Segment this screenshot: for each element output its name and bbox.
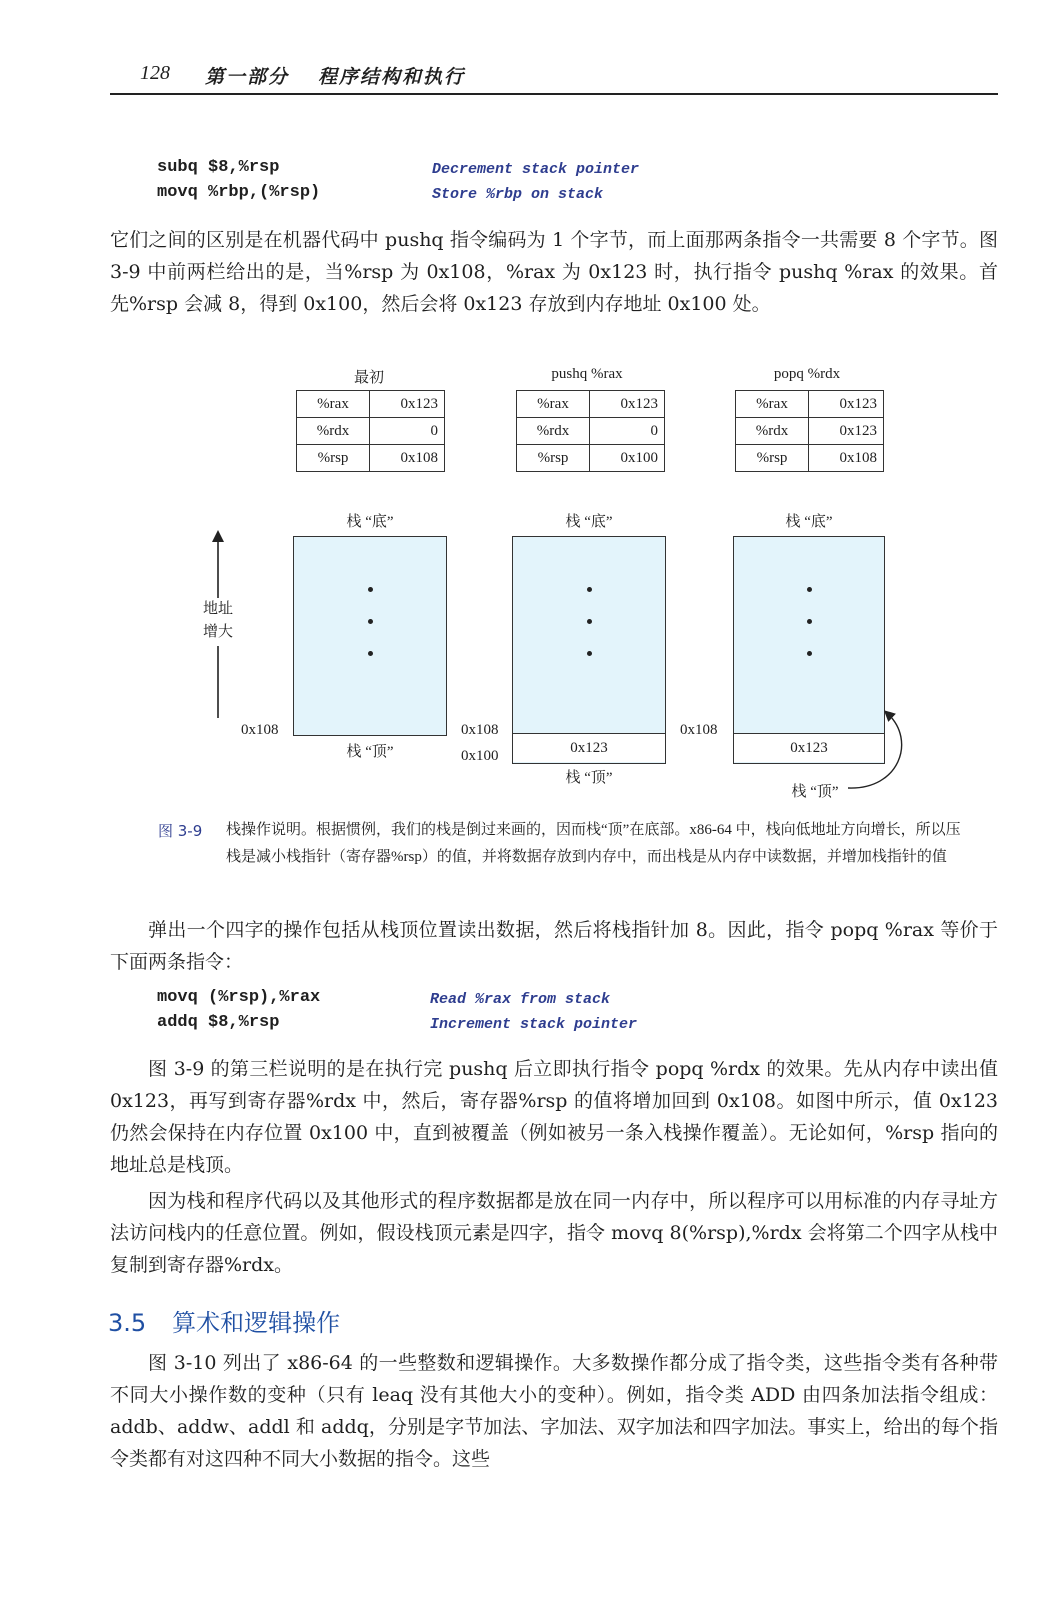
register-value: 0 bbox=[370, 418, 445, 445]
code-comment: Increment stack pointer bbox=[430, 1016, 638, 1033]
column-title: pushq %rax bbox=[551, 366, 623, 382]
figure-3-9 bbox=[0, 360, 1060, 900]
header-rule bbox=[110, 93, 998, 95]
stack-top-label: 栈 “顶” bbox=[346, 744, 394, 760]
register-row bbox=[736, 391, 884, 418]
register-row bbox=[517, 391, 665, 418]
register-name: %rsp bbox=[736, 445, 809, 472]
axis-label bbox=[200, 598, 236, 646]
part-title: 程序结构和执行 bbox=[318, 66, 466, 88]
register-table bbox=[735, 390, 884, 472]
caption-text: 栈操作说明。根据惯例，我们的栈是倒过来画的，因而栈“顶”在底部。x86-64 中，栈向低地址方向增长，所以压栈是减小栈指针（寄存器%rsp）的值，并将数据存放到内存中，而出栈是从内存中读数据，并增加栈指针的值 bbox=[226, 822, 961, 865]
register-name: %rdx bbox=[517, 418, 590, 445]
address-label: 0x108 bbox=[461, 722, 499, 738]
code-block-2 bbox=[157, 988, 757, 1040]
stack-bottom-label: 栈 “底” bbox=[785, 514, 833, 530]
register-table bbox=[516, 390, 665, 472]
ellipsis-dot bbox=[807, 587, 812, 592]
stack-bottom-label: 栈 “底” bbox=[565, 514, 613, 530]
ellipsis-dot bbox=[587, 587, 592, 592]
register-name: %rsp bbox=[517, 445, 590, 472]
register-value: 0x123 bbox=[590, 391, 665, 418]
part-label: 第一部分 bbox=[205, 66, 290, 88]
code-line: subq $8,%rsp bbox=[157, 158, 280, 177]
register-table bbox=[296, 390, 445, 472]
code-comment: Read %rax from stack bbox=[430, 991, 611, 1008]
ellipsis-dot bbox=[368, 651, 373, 656]
address-label: 0x108 bbox=[680, 722, 718, 738]
page-header bbox=[0, 0, 1060, 100]
code-line: movq %rbp,(%rsp) bbox=[157, 183, 321, 202]
stack-cell-value: 0x123 bbox=[513, 733, 665, 762]
register-name: %rax bbox=[297, 391, 370, 418]
ellipsis-dot bbox=[587, 619, 592, 624]
register-row bbox=[517, 445, 665, 472]
code-comment: Decrement stack pointer bbox=[432, 161, 640, 178]
register-value: 0x100 bbox=[590, 445, 665, 472]
page-number: 128 bbox=[140, 62, 170, 84]
body-paragraph: 图 3-9 的第三栏说明的是在执行完 pushq 后立即执行指令 popq %rdx 的效果。先从内存中读出值 0x123，再写到寄存器%rdx 中，然后，寄存器%rsp 的值将增加回到 0x108。如图中所示，值 0x123 仍然会保持在内存位置 0x100 中，直到被覆盖（例如被另一条入栈操作覆盖）。无论如何，%rsp 指向的地址总是栈顶。 bbox=[110, 1058, 998, 1176]
ellipsis-dot bbox=[368, 587, 373, 592]
body-paragraph: 弹出一个四字的操作包括从栈顶位置读出数据，然后将栈指针加 8。因此，指令 popq %rax 等价于下面两条指令： bbox=[110, 919, 998, 973]
stack-top-label: 栈 “顶” bbox=[565, 770, 613, 786]
code-block-1 bbox=[157, 158, 757, 210]
curved-arrow-icon bbox=[840, 700, 920, 800]
section-heading bbox=[108, 1303, 340, 1338]
register-row bbox=[297, 445, 445, 472]
body-paragraph: 它们之间的区别是在机器代码中 pushq 指令编码为 1 个字节，而上面那两条指令一共需要 8 个字节。图 3-9 中前两栏给出的是，当%rsp 为 0x108，%rax 为 0x123 时，执行指令 pushq %rax 的效果。首先%rsp 会减 8，得到 0x100，然后会将 0x123 存放到内存地址 0x100 处。 bbox=[110, 229, 998, 315]
ellipsis-dot bbox=[807, 619, 812, 624]
register-value: 0x123 bbox=[370, 391, 445, 418]
register-value: 0 bbox=[590, 418, 665, 445]
body-paragraph: 图 3-10 列出了 x86-64 的一些整数和逻辑操作。大多数操作都分成了指令类，这些指令类有各种带不同大小操作数的变种（只有 leaq 没有其他大小的变种）。例如，指令类 ADD 由四条加法指令组成：addb、addw、addl 和 addq，分别是字节加法、字加法、双字加法和四字加法。事实上，给出的每个指令类都有对这四种不同大小数据的指令。这些 bbox=[110, 1352, 998, 1470]
register-name: %rdx bbox=[736, 418, 809, 445]
register-name: %rax bbox=[736, 391, 809, 418]
ellipsis-dot bbox=[587, 651, 592, 656]
register-row bbox=[517, 418, 665, 445]
axis-label-line: 地址 bbox=[202, 601, 233, 617]
address-label: 0x108 bbox=[241, 722, 279, 738]
register-name: %rdx bbox=[297, 418, 370, 445]
register-value: 0x123 bbox=[809, 418, 884, 445]
register-row bbox=[736, 418, 884, 445]
stack-cell-value: 0x123 bbox=[734, 733, 884, 762]
register-value: 0x123 bbox=[809, 391, 884, 418]
code-line: movq (%rsp),%rax bbox=[157, 988, 321, 1007]
column-title: popq %rdx bbox=[773, 366, 841, 382]
address-label: 0x100 bbox=[461, 748, 499, 764]
body-paragraph: 因为栈和程序代码以及其他形式的程序数据都是放在同一内存中，所以程序可以用标准的内存寻址方法访问栈内的任意位置。例如，假设栈顶元素是四字，指令 movq 8(%rsp),%rdx 会将第二个四字从栈中复制到寄存器%rdx。 bbox=[110, 1190, 998, 1276]
stack-box bbox=[512, 536, 666, 764]
section-number: 3.5 bbox=[108, 1309, 147, 1337]
caption-label: 图 3-9 bbox=[158, 822, 203, 840]
register-name: %rax bbox=[517, 391, 590, 418]
register-value: 0x108 bbox=[809, 445, 884, 472]
register-name: %rsp bbox=[297, 445, 370, 472]
ellipsis-dot bbox=[807, 651, 812, 656]
column-title: 最初 bbox=[353, 370, 384, 386]
register-row bbox=[736, 445, 884, 472]
register-row bbox=[297, 391, 445, 418]
stack-box bbox=[293, 536, 447, 736]
ellipsis-dot bbox=[368, 619, 373, 624]
axis-label-line: 增大 bbox=[202, 624, 233, 640]
section-title: 算术和逻辑操作 bbox=[172, 1309, 341, 1337]
stack-top-label: 栈 “顶” bbox=[791, 784, 839, 800]
stack-bottom-label: 栈 “底” bbox=[346, 514, 394, 530]
code-line: addq $8,%rsp bbox=[157, 1013, 280, 1032]
register-row bbox=[297, 418, 445, 445]
code-comment: Store %rbp on stack bbox=[432, 186, 604, 203]
register-value: 0x108 bbox=[370, 445, 445, 472]
